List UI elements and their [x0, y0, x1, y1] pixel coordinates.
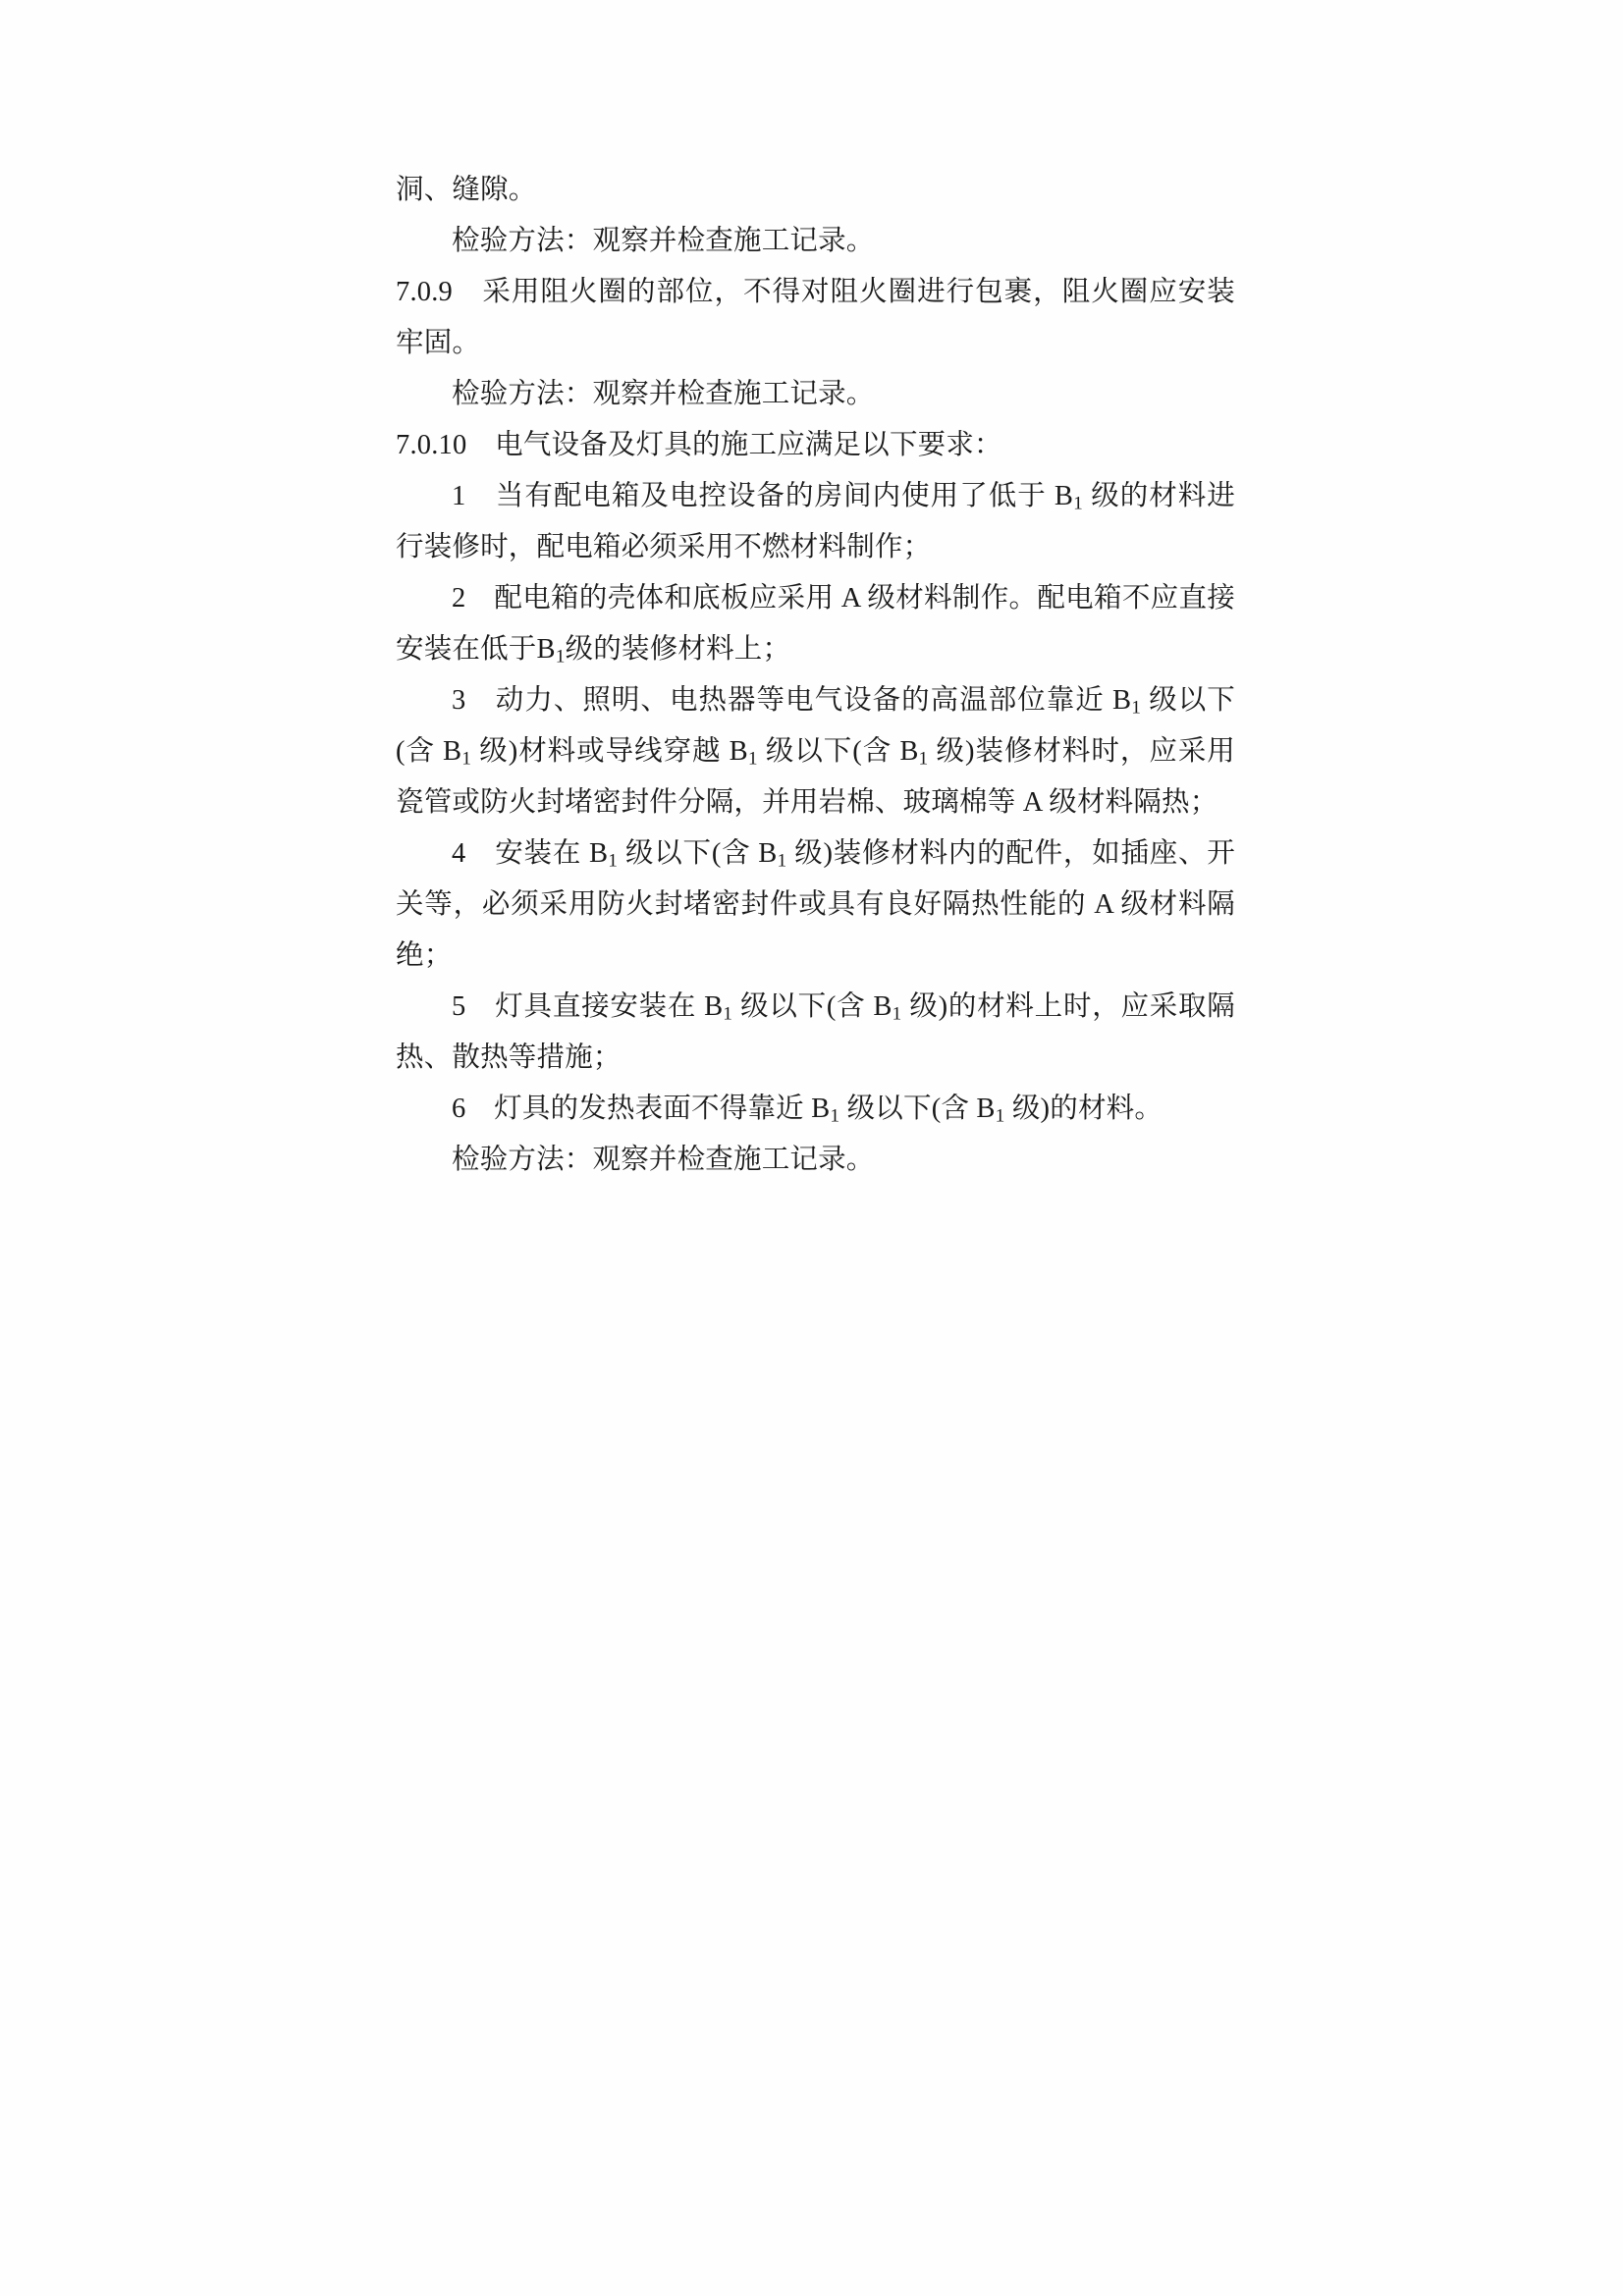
paragraph-list-item-4: 4 安装在 $B_1$ 级以下(含 $B_1$ 级)装修材料内的配件，如插座、开关等，必须采用防火封堵密封件或具有良好隔热性能的 A 级材料隔绝； [396, 838, 1235, 971]
paragraph-list-item-3: 3 动力、照明、电热器等电气设备的高温部位靠近 $B_1$ 级以下(含 $B_1$ 级)材料或导线穿越 $B_1$ 级以下(含 $B_1$ 级)装修材料时，应采用瓷管或防火封堵密封件分隔，并用岩棉、玻璃棉等 A 级材料隔热； [396, 685, 1235, 818]
paragraph-list-item-1: 1 当有配电箱及电控设备的房间内使用了低于 $B_1$ 级的材料进行装修时，配电箱必须采用不燃材料制作； [396, 481, 1235, 562]
paragraph-list-item-2: 2 配电箱的壳体和底板应采用 A 级材料制作。配电箱不应直接安装在低于$B_1$级的装修材料上； [396, 583, 1235, 667]
paragraph-hole-gap: 洞、缝隙。 [396, 175, 537, 205]
page-body-text [396, 165, 1235, 1186]
paragraph-list-item-5: 5 灯具直接安装在 $B_1$ 级以下(含 $B_1$ 级)的材料上时，应采取隔热、散热等措施； [396, 991, 1236, 1073]
paragraph-clause-7-0-9: 7.0.9 采用阻火圈的部位，不得对阻火圈进行包裹，阻火圈应安装牢固。 [396, 277, 1235, 358]
paragraph-inspection-method-1: 检验方法：观察并检查施工记录。 [452, 226, 875, 256]
paragraph-list-item-6: 6 灯具的发热表面不得靠近 $B_1$ 级以下(含 $B_1$ 级)的材料。 [452, 1094, 1163, 1127]
paragraph-inspection-method-3: 检验方法：观察并检查施工记录。 [452, 1145, 875, 1175]
paragraph-inspection-method-2: 检验方法：观察并检查施工记录。 [452, 379, 875, 409]
paragraph-clause-7-0-10: 7.0.10 电气设备及灯具的施工应满足以下要求： [396, 430, 1002, 460]
